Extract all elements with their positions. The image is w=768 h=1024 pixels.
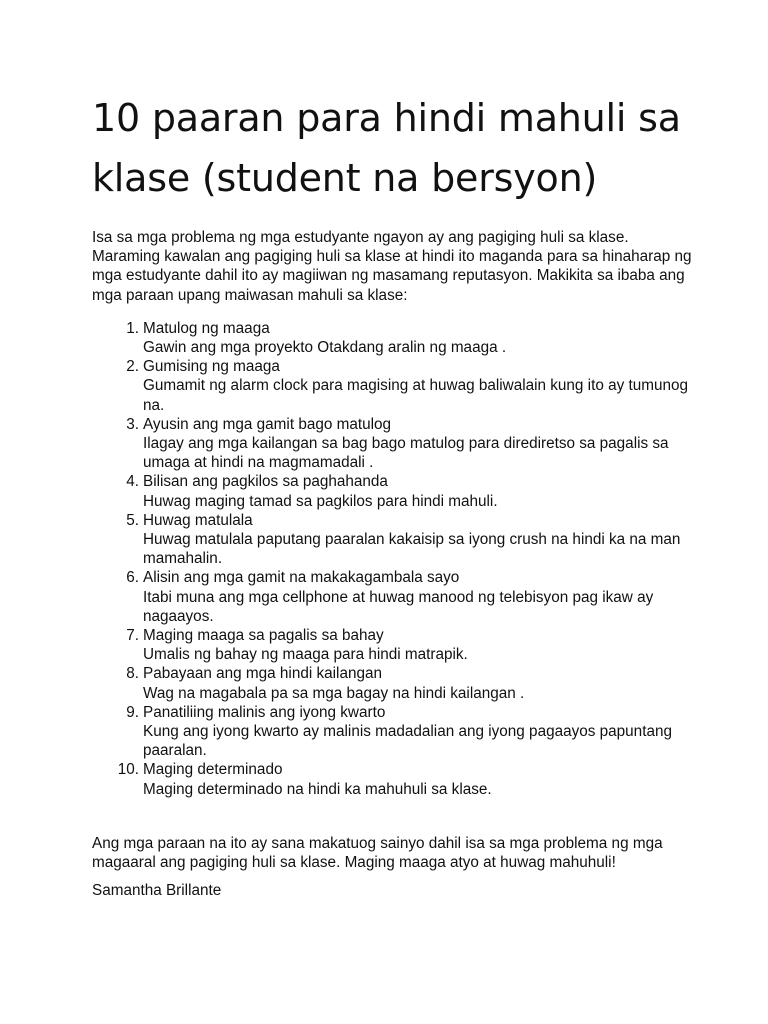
item-title: Maging determinado — [143, 761, 283, 779]
list-item — [92, 415, 692, 473]
item-title: Panatiliing malinis ang iyong kwarto — [143, 703, 386, 721]
item-number: 9. — [126, 703, 139, 721]
item-body — [140, 511, 692, 569]
item-body — [140, 319, 692, 357]
item-description: Huwag maging tamad sa pagkilos para hindi mahuli. — [143, 492, 498, 510]
item-number: 4. — [126, 473, 139, 491]
item-title: Alisin ang mga gamit na makakagambala sayo — [143, 569, 460, 587]
item-body — [140, 760, 692, 798]
item-body — [140, 415, 692, 473]
item-description: Umalis ng bahay ng maaga para hindi matrapik. — [143, 646, 468, 664]
item-body — [140, 626, 692, 664]
tips-list — [92, 319, 692, 799]
list-item — [92, 319, 692, 357]
item-title: Matulog ng maaga — [143, 319, 270, 337]
list-item — [92, 568, 692, 626]
item-number: 6. — [126, 569, 139, 587]
item-title: Bilisan ang pagkilos sa paghahanda — [143, 473, 388, 491]
item-body — [140, 703, 692, 761]
item-description: Gumamit ng alarm clock para magising at huwag baliwalain kung ito ay tumunog na. — [143, 377, 689, 414]
item-description: Itabi muna ang mga cellphone at huwag manood ng telebisyon pag ikaw ay nagaayos. — [143, 588, 654, 625]
author-name: Samantha Brillante — [92, 882, 222, 900]
document-page — [92, 88, 692, 901]
item-number: 2. — [126, 358, 139, 376]
item-body — [140, 664, 692, 702]
closing-paragraph: Ang mga paraan na ito ay sana makatuog sainyo dahil isa sa mga problema ng mga magaaral ang pagiging huli sa klase. Maging maaga atyo at huwag mahuhuli! — [92, 834, 663, 872]
item-description: Ilagay ang mga kailangan sa bag bago matulog para dirediretso sa pagalis sa umaga at hindi na magmamadali . — [143, 435, 669, 472]
item-number: 5. — [126, 511, 139, 529]
item-title: Ayusin ang mga gamit bago matulog — [143, 415, 392, 433]
list-item — [92, 472, 692, 510]
list-item — [92, 626, 692, 664]
item-title: Gumising ng maaga — [143, 358, 280, 376]
item-number: 7. — [126, 627, 139, 645]
item-body — [140, 568, 692, 626]
item-description: Huwag matulala paputang paaralan kakaisip sa iyong crush na hindi ka na man mamahalin. — [143, 531, 681, 568]
item-title: Pabayaan ang mga hindi kailangan — [143, 665, 382, 683]
item-description: Gawin ang mga proyekto Otakdang aralin ng maaga . — [143, 339, 507, 357]
item-number: 8. — [126, 665, 139, 683]
item-body — [140, 472, 692, 510]
list-item — [92, 664, 692, 702]
document-title: 10 paaran para hindi mahuli sa klase (student na bersyon) — [92, 96, 681, 200]
item-description: Kung ang iyong kwarto ay malinis madadalian ang iyong pagaayos papuntang paaralan. — [143, 723, 672, 760]
list-item — [92, 357, 692, 415]
item-number: 1. — [126, 319, 139, 337]
item-title: Huwag matulala — [143, 511, 253, 529]
list-item — [92, 511, 692, 569]
intro-paragraph: Isa sa mga problema ng mga estudyante ngayon ay ang pagiging huli sa klase. Maraming kawalan ang pagiging huli sa klase at hindi ito maganda para sa hinaharap ng mga estudyante dahil ito ay magiiwan ng masamang reputasyon. Makikita sa ibaba ang mga paraan upang maiwasan mahuli sa klase: — [92, 229, 692, 304]
item-body — [140, 357, 692, 415]
list-item — [92, 703, 692, 761]
item-description: Maging determinado na hindi ka mahuhuli sa klase. — [143, 780, 492, 798]
list-item — [92, 760, 692, 798]
item-description: Wag na magabala pa sa mga bagay na hindi kailangan . — [143, 684, 525, 702]
item-title: Maging maaga sa pagalis sa bahay — [143, 627, 384, 645]
item-number: 3. — [126, 415, 139, 433]
item-number: 10. — [117, 761, 139, 779]
